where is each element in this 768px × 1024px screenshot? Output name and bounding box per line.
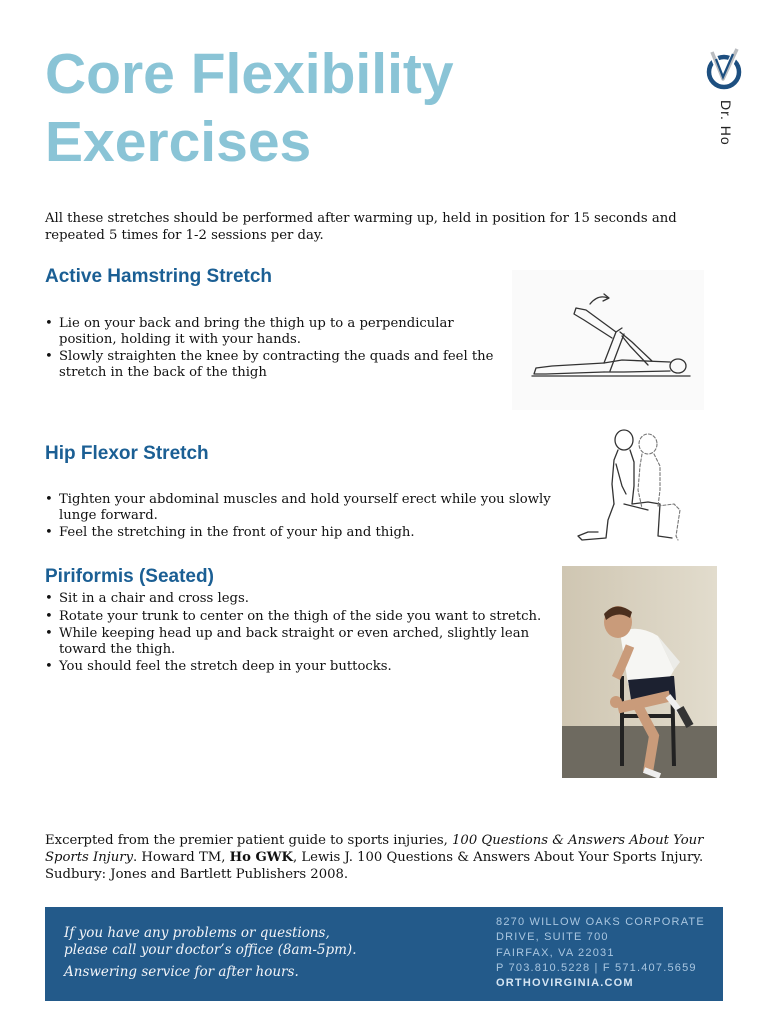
piriformis-stretch-photo	[562, 566, 717, 778]
list-item: • Sit in a chair and cross legs.	[45, 591, 555, 607]
page-title	[45, 40, 454, 176]
hamstring-bullet-list	[45, 316, 505, 382]
hamstring-stretch-illustration	[512, 270, 704, 410]
address-line-1: 8270 WILLOW OAKS CORPORATE	[496, 916, 705, 928]
footer-note-line-1: If you have any problems or questions,	[64, 925, 330, 941]
check-circle-logo-icon	[704, 46, 744, 92]
list-item: • While keeping head up and back straight or even arched, slightly lean toward the thigh.	[45, 626, 555, 657]
page-title-line-1: Core Flexibility	[45, 42, 454, 106]
section-heading-piriformis: Piriformis (Seated)	[45, 566, 214, 587]
logo-text: Dr. Ho	[718, 100, 734, 146]
footer-note-line-2: please call your doctor’s office (8am-5pm).	[64, 942, 357, 958]
citation-author-bold: Ho GWK	[229, 850, 294, 865]
list-item: • You should feel the stretch deep in your buttocks.	[45, 659, 555, 675]
list-item: • Slowly straighten the knee by contracting the quads and feel the stretch in the back of the thigh	[45, 349, 505, 380]
hip-flexor-bullet-list	[45, 492, 555, 543]
hip-flexor-stretch-illustration	[568, 424, 700, 556]
list-item: • Lie on your back and bring the thigh up to a perpendicular position, holding it with your hands.	[45, 316, 505, 347]
address-line-3: FAIRFAX, VA 22031	[496, 946, 615, 959]
section-heading-hip-flexor: Hip Flexor Stretch	[45, 443, 209, 464]
intro-text: All these stretches should be performed after warming up, held in position for 15 seconds and repeated 5 times for 1-2 sessions per day.	[45, 211, 677, 243]
citation-book-title: 100 Questions & Answers About Your Sports Injury	[45, 833, 704, 865]
footer-address	[496, 915, 716, 991]
piriformis-bullet-list	[45, 591, 555, 677]
citation-text-1: Excerpted from the premier patient guide to sports injuries,	[45, 833, 453, 848]
footer-note	[64, 925, 464, 981]
citation-text-2: . Howard TM,	[133, 850, 230, 865]
footer-note-line-3: Answering service for after hours.	[64, 964, 299, 980]
citation-text-3: , Lewis J. 100 Questions & Answers About Your Sports Injury. Sudbury: Jones and Bartlett Publishers 2008.	[45, 850, 704, 882]
page-title-line-2: Exercises	[45, 110, 312, 174]
list-item: • Rotate your trunk to center on the thigh of the side you want to stretch.	[45, 609, 555, 625]
contact-footer	[45, 907, 723, 1001]
website-link[interactable]: ORTHOVIRGINIA.COM	[496, 977, 634, 990]
section-heading-hamstring: Active Hamstring Stretch	[45, 266, 273, 287]
list-item: • Tighten your abdominal muscles and hold yourself erect while you slowly lunge forward.	[45, 492, 555, 523]
phone-fax-line: P 703.810.5228 | F 571.407.5659	[496, 961, 697, 974]
list-item: • Feel the stretching in the front of your hip and thigh.	[45, 525, 555, 541]
citation	[45, 832, 725, 883]
address-line-2: DRIVE, SUITE 700	[496, 931, 609, 944]
